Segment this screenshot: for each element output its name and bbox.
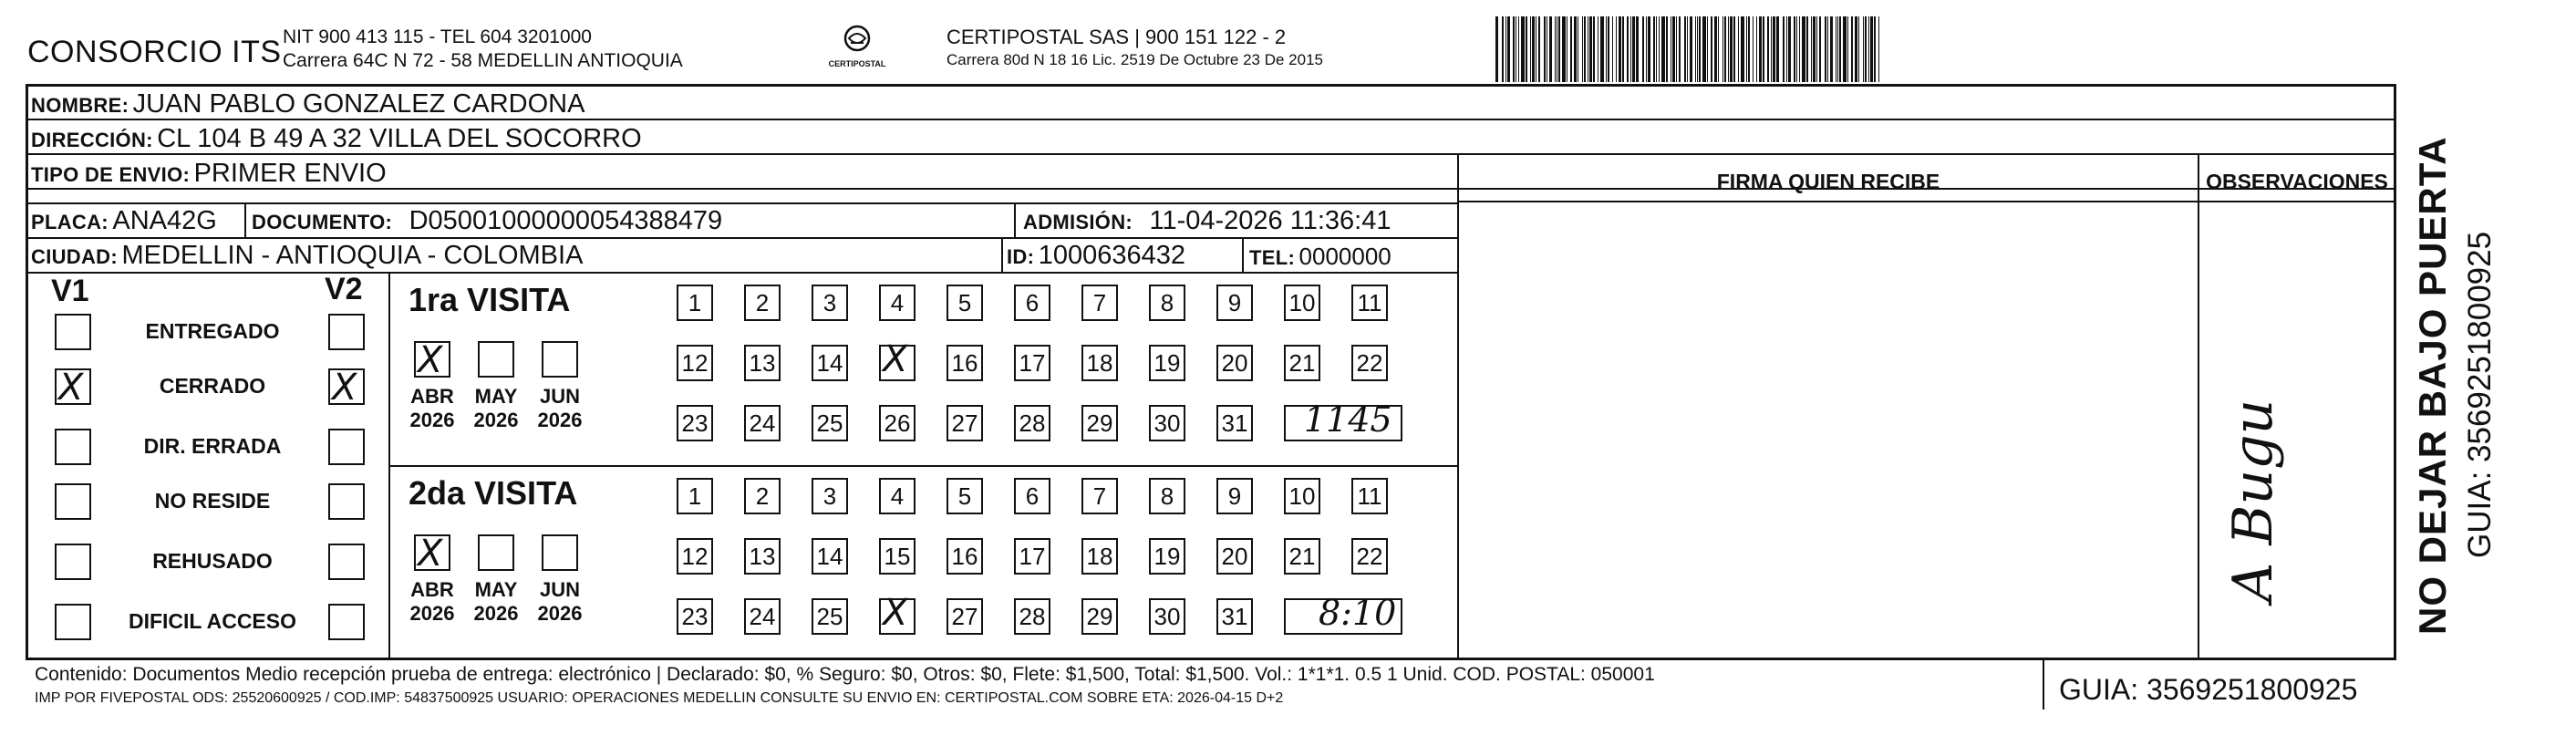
company-name: CONSORCIO ITS: [27, 35, 282, 69]
barcode-gap: [1879, 16, 1881, 82]
day-box[interactable]: 13: [744, 345, 781, 381]
id-value: 1000636432: [1038, 241, 1185, 270]
day-box[interactable]: 30: [1149, 405, 1185, 441]
day-box[interactable]: 27: [947, 598, 983, 635]
day-box[interactable]: 8: [1149, 285, 1185, 321]
status-label: CERRADO: [159, 374, 266, 398]
month-checkbox[interactable]: [478, 534, 514, 571]
tipo-row: [31, 159, 387, 189]
day-box[interactable]: [879, 345, 916, 381]
day-box[interactable]: 10: [1284, 285, 1320, 321]
month-name: JUN: [539, 578, 580, 601]
footer-divider: [26, 658, 2396, 660]
admision-label: ADMISIÓN:: [1023, 211, 1133, 233]
month-checkbox[interactable]: [414, 341, 450, 378]
id-label: ID:: [1007, 245, 1035, 268]
day-box[interactable]: 9: [1216, 285, 1253, 321]
month-name: ABR: [410, 385, 454, 408]
admision-cell: [1023, 206, 1391, 236]
day-box[interactable]: 14: [812, 538, 848, 575]
day-box[interactable]: 18: [1081, 538, 1118, 575]
month-name: ABR: [410, 578, 454, 601]
cell-divider: [1242, 239, 1244, 272]
certipostal-info: [947, 26, 1323, 69]
admision-value: 11-04-2026 11:36:41: [1149, 206, 1391, 235]
firma-header: FIRMA QUIEN RECIBE: [1716, 170, 1940, 193]
day-box[interactable]: 29: [1081, 405, 1118, 441]
status-label: NO RESIDE: [154, 489, 271, 513]
month-label: [533, 385, 587, 432]
month-year: 2026: [537, 602, 583, 625]
v2-checkbox[interactable]: [328, 544, 365, 580]
month-year: 2026: [537, 409, 583, 431]
day-box[interactable]: 2: [744, 285, 781, 321]
month-label: [469, 578, 523, 626]
day-box[interactable]: 20: [1216, 538, 1253, 575]
day-box[interactable]: 18: [1081, 345, 1118, 381]
footer-contenido: Contenido: Documentos Medio recepción prueba de entrega: electrónico | Declarado: $0, % Seguro: $0, Otros: $0, Flete: $1,500, Total: $1,500. Vol.: 1*1*1. 0.5 1 Unid. COD. POSTAL: 050001: [35, 664, 1655, 685]
company-address: Carrera 64C N 72 - 58 MEDELLIN ANTIOQUIA: [283, 50, 683, 71]
day-box[interactable]: 16: [947, 538, 983, 575]
col-divider: [1457, 153, 1459, 660]
status-label: REHUSADO: [152, 549, 273, 573]
handwritten-time-2: 8:10: [1319, 593, 1397, 633]
day-box[interactable]: 6: [1014, 285, 1050, 321]
day-box[interactable]: 15: [879, 538, 916, 575]
day-box[interactable]: 31: [1216, 405, 1253, 441]
visit-title: 2da VISITA: [409, 474, 578, 512]
day-box[interactable]: 24: [744, 598, 781, 635]
nombre-value: JUAN PABLO GONZALEZ CARDONA: [132, 89, 585, 119]
status-label: DIFICIL ACCESO: [128, 609, 296, 633]
v1-checkbox[interactable]: [55, 544, 91, 580]
day-box[interactable]: 1: [677, 478, 713, 514]
v2-checkbox[interactable]: [328, 429, 365, 465]
day-box[interactable]: 20: [1216, 345, 1253, 381]
tel-cell: [1249, 243, 1391, 271]
day-box[interactable]: 3: [812, 285, 848, 321]
day-box[interactable]: 10: [1284, 478, 1320, 514]
day-box[interactable]: 24: [744, 405, 781, 441]
handwritten-time-1: 1145: [1304, 399, 1392, 440]
day-box[interactable]: 3: [812, 478, 848, 514]
day-box[interactable]: 11: [1351, 285, 1388, 321]
status-label: ENTREGADO: [145, 319, 280, 343]
day-box[interactable]: 19: [1149, 538, 1185, 575]
month-checkbox[interactable]: [542, 534, 578, 571]
month-label: [469, 385, 523, 432]
cell-divider: [2043, 658, 2044, 710]
ciudad-value: MEDELLIN - ANTIOQUIA - COLOMBIA: [121, 241, 584, 270]
v1-checkbox[interactable]: [55, 604, 91, 640]
side-warning: NO DEJAR BAJO PUERTA: [2411, 136, 2454, 635]
month-name: JUN: [539, 385, 580, 408]
side-guia: GUIA: 3569251800925: [2462, 231, 2498, 558]
row-divider: [26, 202, 1457, 204]
status-label: DIR. ERRADA: [143, 434, 282, 458]
day-box[interactable]: 25: [812, 598, 848, 635]
observaciones-header: OBSERVACIONES: [2206, 170, 2388, 193]
day-box[interactable]: 21: [1284, 345, 1320, 381]
v2-checkbox[interactable]: [328, 604, 365, 640]
day-box[interactable]: 28: [1014, 598, 1050, 635]
nombre-row: [31, 89, 585, 119]
tel-value: 0000000: [1298, 243, 1391, 270]
v1-checkbox[interactable]: [55, 429, 91, 465]
direccion-row: [31, 124, 642, 154]
ciudad-cell: [31, 241, 583, 271]
col-divider: [2198, 153, 2199, 660]
month-label: [533, 578, 587, 626]
certipostal-line: CERTIPOSTAL SAS | 900 151 122 - 2: [947, 26, 1287, 48]
day-box[interactable]: 7: [1081, 285, 1118, 321]
day-box[interactable]: 5: [947, 285, 983, 321]
day-box[interactable]: 29: [1081, 598, 1118, 635]
day-box[interactable]: 30: [1149, 598, 1185, 635]
day-box[interactable]: 8: [1149, 478, 1185, 514]
day-box[interactable]: 16: [947, 345, 983, 381]
month-year: 2026: [473, 409, 519, 431]
v2-checkbox[interactable]: [328, 314, 365, 350]
day-box[interactable]: 25: [812, 405, 848, 441]
logo-text: CERTIPOSTAL: [828, 59, 886, 68]
day-box[interactable]: 4: [879, 285, 916, 321]
day-box[interactable]: 22: [1351, 538, 1388, 575]
id-cell: [1007, 241, 1185, 271]
day-box[interactable]: 4: [879, 478, 916, 514]
day-box[interactable]: 23: [677, 598, 713, 635]
certipostal-logo: [821, 24, 894, 69]
month-checkbox[interactable]: [414, 534, 450, 571]
month-label: [405, 385, 460, 432]
tipo-label: TIPO DE ENVIO:: [31, 163, 191, 186]
day-box[interactable]: 17: [1014, 345, 1050, 381]
placa-value: ANA42G: [112, 206, 217, 235]
company-info: [283, 26, 683, 73]
day-box[interactable]: 11: [1351, 478, 1388, 514]
day-box[interactable]: 19: [1149, 345, 1185, 381]
recipient-signature: A Bugu: [2221, 399, 2285, 602]
day-box[interactable]: 21: [1284, 538, 1320, 575]
documento-value: D05001000000054388479: [409, 206, 723, 235]
month-year: 2026: [409, 409, 455, 431]
v1-label: V1: [51, 274, 89, 308]
day-box[interactable]: 22: [1351, 345, 1388, 381]
footer-imp: IMP POR FIVEPOSTAL ODS: 25520600925 / COD.IMP: 54837500925 USUARIO: OPERACIONES MEDELLIN CONSULTE SU ENVIO EN: CERTIPOSTAL.COM SOBRE ETA: 2026-04-15 D+2: [35, 690, 1284, 706]
direccion-label: DIRECCIÓN:: [31, 129, 153, 151]
day-box[interactable]: 12: [677, 538, 713, 575]
month-year: 2026: [409, 602, 455, 625]
day-box[interactable]: 5: [947, 478, 983, 514]
day-box[interactable]: 1: [677, 285, 713, 321]
v2-checkbox[interactable]: [328, 483, 365, 520]
placa-cell: [31, 206, 217, 236]
day-box[interactable]: 26: [879, 405, 916, 441]
row-divider: [1457, 201, 2396, 202]
month-checkbox[interactable]: [478, 341, 514, 378]
v1-checkbox[interactable]: [55, 314, 91, 350]
v1-checkbox[interactable]: [55, 368, 91, 405]
cell-divider: [244, 204, 246, 237]
day-box[interactable]: 6: [1014, 478, 1050, 514]
ciudad-label: CIUDAD:: [31, 245, 118, 268]
day-box[interactable]: 13: [744, 538, 781, 575]
logo-emblem-icon: [839, 24, 875, 57]
month-name: MAY: [474, 578, 518, 601]
month-label: [405, 578, 460, 626]
month-checkbox[interactable]: [542, 341, 578, 378]
visit-divider: [388, 465, 1457, 467]
v2-checkbox[interactable]: [328, 368, 365, 405]
day-box[interactable]: 31: [1216, 598, 1253, 635]
direccion-value: CL 104 B 49 A 32 VILLA DEL SOCORRO: [157, 124, 642, 153]
month-year: 2026: [473, 602, 519, 625]
row-divider: [26, 272, 1457, 274]
barcode: [1495, 16, 2220, 82]
day-box[interactable]: [879, 598, 916, 635]
day-box[interactable]: 9: [1216, 478, 1253, 514]
tel-label: TEL:: [1249, 246, 1296, 269]
placa-label: PLACA:: [31, 211, 109, 233]
day-box[interactable]: 2: [744, 478, 781, 514]
day-box[interactable]: 23: [677, 405, 713, 441]
day-box[interactable]: 14: [812, 345, 848, 381]
day-box[interactable]: 27: [947, 405, 983, 441]
tipo-value: PRIMER ENVIO: [193, 159, 387, 188]
documento-label: DOCUMENTO:: [252, 211, 393, 233]
nit-line: NIT 900 413 115 - TEL 604 3201000: [283, 26, 592, 47]
day-box[interactable]: 12: [677, 345, 713, 381]
v2-label: V2: [325, 272, 363, 306]
cell-divider: [1001, 239, 1003, 272]
footer-guia: GUIA: 3569251800925: [2059, 673, 2358, 706]
cell-divider: [1014, 204, 1016, 237]
day-box[interactable]: 17: [1014, 538, 1050, 575]
col-divider: [388, 272, 390, 658]
day-box[interactable]: 7: [1081, 478, 1118, 514]
v1-checkbox[interactable]: [55, 483, 91, 520]
visit-title: 1ra VISITA: [409, 281, 571, 318]
certipostal-address: Carrera 80d N 18 16 Lic. 2519 De Octubre 23 De 2015: [947, 51, 1323, 68]
month-name: MAY: [474, 385, 518, 408]
day-box[interactable]: 28: [1014, 405, 1050, 441]
documento-cell: [252, 206, 722, 236]
nombre-label: NOMBRE:: [31, 94, 129, 117]
